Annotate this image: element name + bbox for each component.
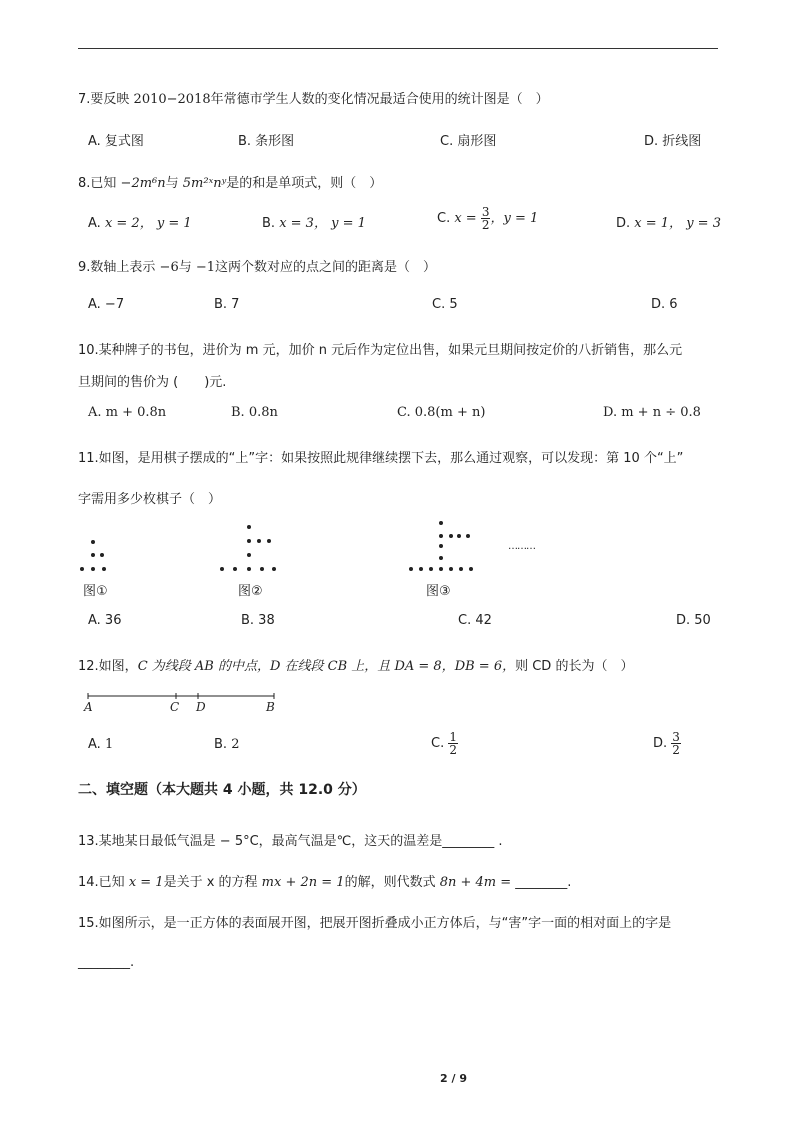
q10-option-d: D. m + n ÷ 0.8 <box>603 405 701 420</box>
option-x: x = 3， <box>279 216 327 231</box>
q7-option-b: B. 条形图 <box>238 134 295 149</box>
chess-piece <box>102 567 106 571</box>
chess-piece <box>459 567 463 571</box>
question-13: 13.某地某日最低气温是 − 5°C，最高气温是℃，这天的温差是________ . <box>78 834 503 849</box>
page-number: 2 / 9 <box>440 1072 467 1085</box>
q11-option-b: B. 38 <box>241 613 275 628</box>
q10-option-c: C. 0.8(m + n) <box>397 405 486 420</box>
header-rule <box>78 48 718 49</box>
figure-1-label: 图① <box>83 584 108 599</box>
fraction-numerator: 3 <box>481 205 490 219</box>
q7-prefix: 7.要反映 <box>78 92 134 107</box>
q12-option-d <box>653 731 681 756</box>
option-x: x = 2， <box>104 216 153 231</box>
q12-option-c <box>431 731 458 756</box>
chess-piece <box>233 567 237 571</box>
q7-suffix: 年常德市学生人数的变化情况最适合使用的统计图是（ ） <box>210 92 549 107</box>
option-y: y = 3 <box>686 216 721 231</box>
q12-prefix: 12.如图， <box>78 659 138 674</box>
segment-figure <box>80 688 280 718</box>
q12-text: C 为线段 AB 的中点，D 在线段 CB 上，且 <box>137 659 395 674</box>
chess-piece <box>247 525 251 529</box>
chess-piece <box>449 534 453 538</box>
q9-option-a: A. −7 <box>88 297 125 312</box>
question-12 <box>78 655 633 674</box>
q9-option-c: C. 5 <box>432 297 458 312</box>
question-7 <box>78 88 549 107</box>
q12-suffix: 则 CD 的长为（ ） <box>515 659 634 674</box>
q8-mid: 与 <box>165 176 183 191</box>
q12-option-b <box>214 737 239 752</box>
option-letter: A. <box>88 216 105 231</box>
option-x: x = 1， <box>634 216 683 231</box>
q7-years: 2010−2018 <box>133 92 211 107</box>
chess-piece <box>457 534 461 538</box>
point-d-label: D <box>196 700 206 714</box>
chess-piece <box>469 567 473 571</box>
q9-mid: 与 <box>178 260 196 275</box>
option-y: y = 1 <box>156 216 192 231</box>
q9-value-a: −6 <box>159 260 179 275</box>
chess-piece <box>272 567 276 571</box>
q11-option-d: D. 50 <box>676 613 711 628</box>
chess-piece <box>429 567 433 571</box>
point-b-label: B <box>266 700 275 714</box>
q14-x: x = 1 <box>128 875 164 890</box>
q8-term2: 5m²ˣnʸ <box>182 176 227 191</box>
q9-option-d: D. 6 <box>651 297 678 312</box>
q14-prefix: 14.已知 <box>78 875 129 890</box>
q10-option-a: A. m + 0.8n <box>88 405 167 420</box>
question-8 <box>78 172 382 191</box>
q11-option-c: C. 42 <box>458 613 492 628</box>
option-value: 2 <box>231 737 240 752</box>
q7-option-c: C. 扇形图 <box>440 134 497 149</box>
q9-prefix: 9.数轴上表示 <box>78 260 160 275</box>
q14-equation: mx + 2n = 1 <box>261 875 345 890</box>
option-letter: B. <box>214 737 232 752</box>
chess-piece <box>80 567 84 571</box>
chess-piece <box>247 539 251 543</box>
question-9 <box>78 256 436 275</box>
q9-suffix: 这两个数对应的点之间的距离是（ ） <box>215 260 437 275</box>
chess-piece <box>409 567 413 571</box>
chess-piece <box>91 540 95 544</box>
q9-option-b: B. 7 <box>214 297 240 312</box>
q12-da: DA = 8， <box>394 659 455 674</box>
q7-option-d: D. 折线图 <box>644 134 702 149</box>
q10-option-b: B. 0.8n <box>231 405 278 420</box>
figure-3-label: 图③ <box>426 584 451 599</box>
q8-term1: −2m⁶n <box>120 176 166 191</box>
option-letter: A. <box>88 737 105 752</box>
q7-option-a: A. 复式图 <box>88 134 144 149</box>
option-letter: B. <box>262 216 280 231</box>
chess-piece <box>220 567 224 571</box>
question-15-line1: 15.如图所示，是一正方体的表面展开图，把展开图折叠成小正方体后，与“害”字一面的相对面上的字是 <box>78 916 672 931</box>
q8-option-a <box>88 212 192 231</box>
point-c-label: C <box>170 700 180 714</box>
chess-piece <box>100 553 104 557</box>
question-10-line1: 10.某种牌子的书包，进价为 m 元，加价 n 元后作为定位出售，如果元旦期间按定价的八折销售，那么元 <box>78 343 683 358</box>
fraction-denominator: 2 <box>481 218 490 232</box>
question-11-line1: 11.如图，是用棋子摆成的“上”字：如果按照此规律继续摆下去，那么通过观察，可以发现：第 10 个“上” <box>78 451 684 466</box>
chess-piece <box>419 567 423 571</box>
chess-piece <box>466 534 470 538</box>
section-title-fill-in: 二、填空题（本大题共 4 小题，共 12.0 分） <box>78 782 366 798</box>
option-letter: C. <box>431 736 449 751</box>
figure-ellipsis: ……… <box>508 541 535 552</box>
question-10-line2: 旦期间的售价为 ( )元. <box>78 375 227 390</box>
fraction <box>671 731 681 756</box>
q14-blank: ________. <box>511 875 572 890</box>
fraction <box>448 731 458 756</box>
fraction-numerator: 3 <box>672 730 680 744</box>
chess-piece <box>439 544 443 548</box>
fraction-denominator: 2 <box>672 743 680 757</box>
question-15-line2: ________. <box>78 955 135 970</box>
q8-option-b <box>262 212 366 231</box>
option-x: x = <box>454 211 481 226</box>
chess-piece <box>439 521 443 525</box>
q14-mid2: 的解，则代数式 <box>344 875 440 890</box>
point-a-label: A <box>84 700 93 714</box>
chess-piece <box>439 567 443 571</box>
chess-piece <box>260 567 264 571</box>
chess-piece <box>247 567 251 571</box>
q11-option-a: A. 36 <box>88 613 122 628</box>
q8-option-d <box>616 212 721 231</box>
fraction-numerator: 1 <box>449 730 457 744</box>
q8-suffix: 是的和是单项式，则（ ） <box>226 176 383 191</box>
q14-expression: 8n + 4m = <box>439 875 512 890</box>
question-11-line2: 字需用多少枚棋子（ ） <box>78 492 222 507</box>
question-14 <box>78 871 571 890</box>
option-value: 1 <box>104 737 114 752</box>
figure-2-label: 图② <box>238 584 263 599</box>
chess-piece <box>257 539 261 543</box>
chess-piece <box>91 553 95 557</box>
chess-piece <box>247 553 251 557</box>
q12-db: DB = 6， <box>454 659 516 674</box>
q8-option-c <box>437 206 538 231</box>
option-letter: D. <box>653 736 672 751</box>
option-letter: C. <box>437 211 455 226</box>
chess-piece <box>267 539 271 543</box>
q12-option-a <box>88 737 113 752</box>
q8-prefix: 8.已知 <box>78 176 121 191</box>
q9-value-b: −1 <box>195 260 216 275</box>
chess-piece <box>439 534 443 538</box>
option-letter: D. <box>616 216 635 231</box>
chess-piece <box>91 567 95 571</box>
chess-piece <box>449 567 453 571</box>
option-y: ，y = 1 <box>490 211 539 226</box>
fraction-denominator: 2 <box>449 743 457 757</box>
q14-mid: 是关于 x 的方程 <box>163 875 262 890</box>
option-y: y = 1 <box>331 216 366 231</box>
chess-piece <box>439 556 443 560</box>
